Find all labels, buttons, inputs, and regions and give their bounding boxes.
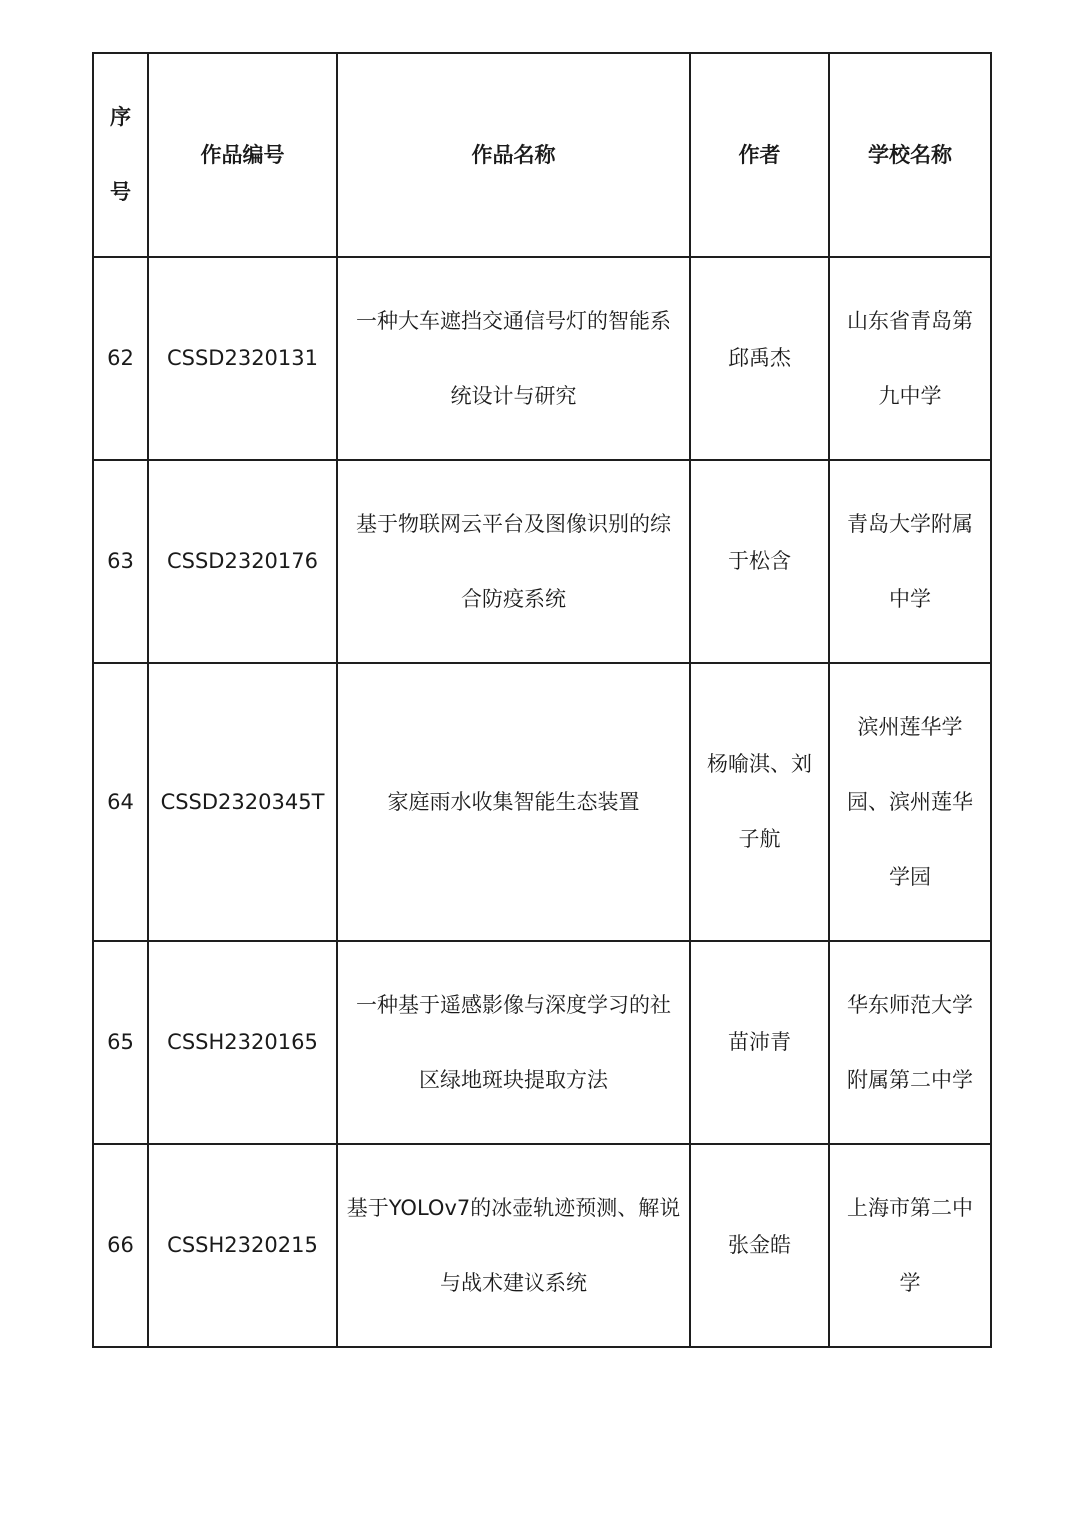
cell-title: 基于YOLOv7的冰壶轨迹预测、解说与战术建议系统	[337, 1144, 690, 1347]
table-row	[93, 1144, 991, 1347]
cell-title: 一种基于遥感影像与深度学习的社区绿地斑块提取方法	[337, 941, 690, 1144]
cell-title: 家庭雨水收集智能生态装置	[337, 663, 690, 941]
cell-code: CSSD2320345T	[148, 663, 337, 941]
cell-code: CSSH2320215	[148, 1144, 337, 1347]
table-header-row	[93, 53, 991, 257]
cell-code: CSSD2320131	[148, 257, 337, 460]
table-row	[93, 460, 991, 663]
cell-title: 基于物联网云平台及图像识别的综合防疫系统	[337, 460, 690, 663]
header-seq: 序号	[93, 53, 148, 257]
cell-author: 邱禹杰	[690, 257, 829, 460]
cell-author: 苗沛青	[690, 941, 829, 1144]
cell-seq: 64	[93, 663, 148, 941]
cell-author: 张金皓	[690, 1144, 829, 1347]
cell-school: 华东师范大学附属第二中学	[829, 941, 991, 1144]
cell-seq: 65	[93, 941, 148, 1144]
cell-code: CSSD2320176	[148, 460, 337, 663]
cell-seq: 62	[93, 257, 148, 460]
cell-code: CSSH2320165	[148, 941, 337, 1144]
cell-title: 一种大车遮挡交通信号灯的智能系统设计与研究	[337, 257, 690, 460]
cell-author: 杨喻淇、刘子航	[690, 663, 829, 941]
table-row	[93, 257, 991, 460]
table-row	[93, 663, 991, 941]
header-code: 作品编号	[148, 53, 337, 257]
table-row	[93, 941, 991, 1144]
cell-author: 于松含	[690, 460, 829, 663]
header-title: 作品名称	[337, 53, 690, 257]
cell-school: 上海市第二中学	[829, 1144, 991, 1347]
header-school: 学校名称	[829, 53, 991, 257]
cell-seq: 66	[93, 1144, 148, 1347]
cell-seq: 63	[93, 460, 148, 663]
header-author: 作者	[690, 53, 829, 257]
cell-school: 山东省青岛第九中学	[829, 257, 991, 460]
cell-school: 滨州莲华学园、滨州莲华学园	[829, 663, 991, 941]
cell-school: 青岛大学附属中学	[829, 460, 991, 663]
award-table	[92, 52, 992, 1348]
